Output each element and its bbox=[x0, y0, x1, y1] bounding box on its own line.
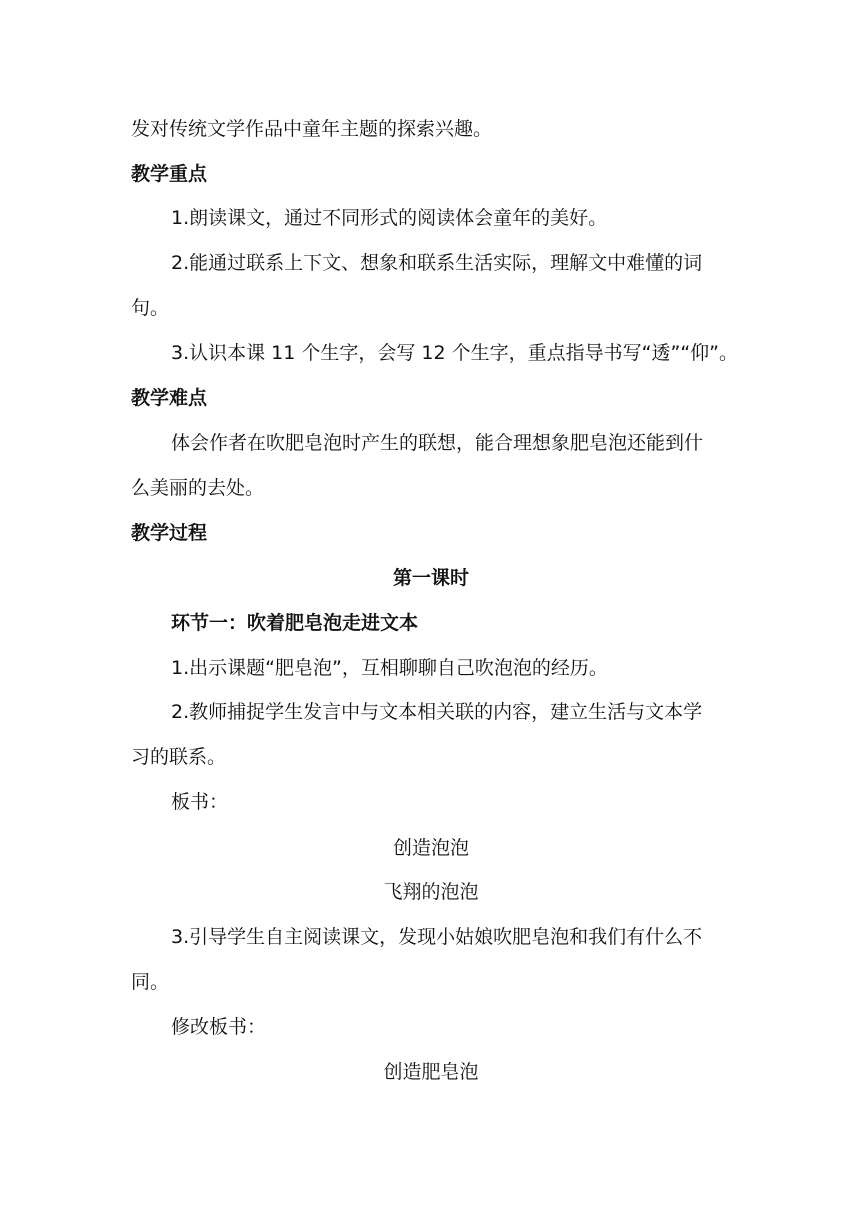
intro-line: 发对传统文学作品中童年主题的探索兴趣。 bbox=[131, 118, 493, 140]
difficulties-line-1: 体会作者在吹肥皂泡时产生的联想，能合理想象肥皂泡还能到什 bbox=[171, 432, 704, 454]
board-label: 板书： bbox=[171, 791, 229, 813]
board-line-2: 飞翔的泡泡 bbox=[383, 881, 479, 903]
section-1-title: 环节一：吹着肥皂泡走进文本 bbox=[171, 612, 419, 634]
revised-board-label: 修改板书： bbox=[171, 1016, 267, 1038]
key-point-1: 1.朗读课文，通过不同形式的阅读体会童年的美好。 bbox=[171, 207, 608, 229]
key-point-3: 3.认识本课 11 个生字，会写 12 个生字，重点指导书写“透”“仰”。 bbox=[171, 342, 739, 364]
step-2-line-2: 习的联系。 bbox=[131, 746, 227, 768]
step-1: 1.出示课题“肥皂泡”，互相聊聊自己吹泡泡的经历。 bbox=[171, 657, 608, 679]
step-2-line-1: 2.教师捕捉学生发言中与文本相关联的内容，建立生活与文本学 bbox=[171, 701, 703, 723]
key-point-2-line-2: 句。 bbox=[131, 297, 170, 319]
key-point-2-line-1: 2.能通过联系上下文、想象和联系生活实际，理解文中难懂的词 bbox=[171, 252, 703, 274]
key-points-heading: 教学重点 bbox=[131, 163, 208, 185]
difficulties-line-2: 么美丽的去处。 bbox=[131, 477, 265, 499]
board-line-1: 创造泡泡 bbox=[392, 837, 469, 859]
step-3-line-1: 3.引导学生自主阅读课文，发现小姑娘吹肥皂泡和我们有什么不 bbox=[171, 926, 703, 948]
process-heading: 教学过程 bbox=[131, 522, 208, 544]
revised-board-line-1: 创造肥皂泡 bbox=[383, 1061, 479, 1083]
difficulties-heading: 教学难点 bbox=[131, 387, 208, 409]
lesson-title: 第一课时 bbox=[392, 567, 469, 589]
step-3-line-2: 同。 bbox=[131, 971, 170, 993]
